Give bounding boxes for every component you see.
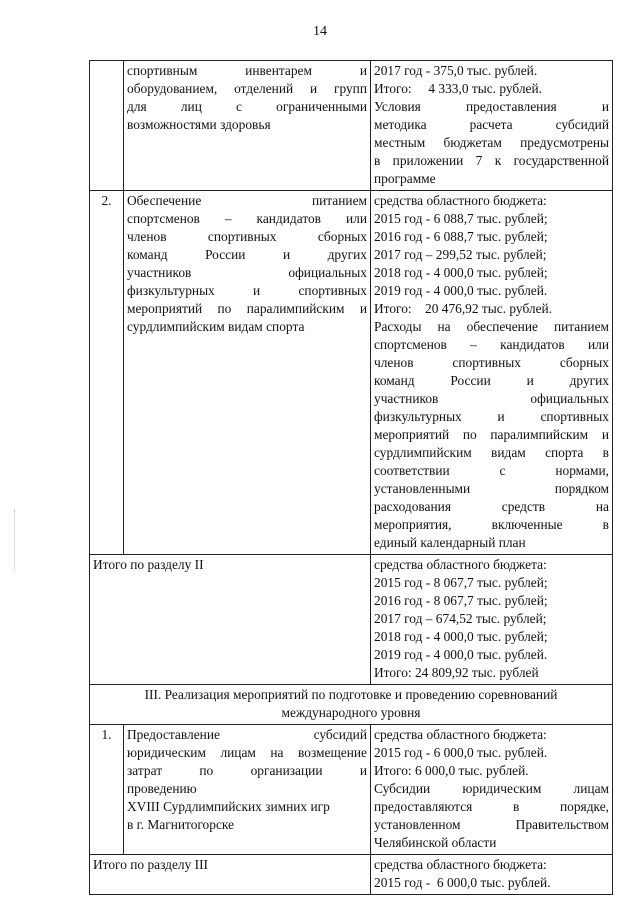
section-total-label: Итого по разделу III [90,855,371,895]
text-line: для лиц с ограниченными [127,99,367,114]
text-line: физкультурных и спортивных [374,409,609,424]
text-line: методика расчета субсидий [374,117,609,132]
text-line: команд России и других [127,247,367,262]
row-number-cell: 1. [90,725,124,855]
text-line: затрат по организации и [127,763,367,778]
text-line: средства областного бюджета: [374,727,547,742]
text-line: средства областного бюджета: [374,557,547,572]
text-line: 2019 год - 4 000,0 тыс. рублей. [374,283,548,298]
text-line: международного уровня [281,705,421,720]
text-line: соответствии с нормами, [374,463,609,478]
text-line: средства областного бюджета: [374,193,547,208]
text-line: средства областного бюджета: [374,857,547,872]
text-line: юридическим лицам на возмещение [127,745,367,760]
text-line: Итого: 4 333,0 тыс. рублей. [374,81,543,96]
table-row [90,725,613,855]
text-line: мероприятия, включенные в [374,517,609,532]
text-line: 2016 год - 6 088,7 тыс. рублей; [374,229,548,244]
page-number: 14 [313,24,327,39]
measure-name-cell [124,191,371,555]
text-line: Итого: 24 809,92 тыс. рублей [374,665,539,680]
text-line: сурдлимпийским видам спорта в [374,445,609,460]
text-line: оборудованием, отделений и групп [127,81,367,96]
budget-table [89,60,613,895]
text-line: 2017 год – 299,52 тыс. рублей; [374,247,547,262]
text-line: 2015 год - 8 067,7 тыс. рублей; [374,575,548,590]
text-line: команд России и других [374,373,609,388]
text-line: спортивным инвентарем и [127,63,367,78]
section-heading [90,685,613,725]
text-line: предоставляются в порядке, [374,799,609,814]
text-line: 2019 год - 4 000,0 тыс. рублей. [374,647,548,662]
measure-name-cell [124,725,371,855]
text-line: 2017 год - 375,0 тыс. рублей. [374,63,538,78]
text-line: 2017 год – 674,52 тыс. рублей; [374,611,547,626]
text-line: 2015 год - 6 000,0 тыс. рублей. [374,875,551,890]
text-line: Итого: 20 476,92 тыс. рублей. [374,301,553,316]
text-line: спортсменов – кандидатов или [374,337,609,352]
text-line: членов спортивных сборных [127,229,367,244]
text-line: 2015 год - 6 000,0 тыс. рублей. [374,745,548,760]
funding-cell [371,725,613,855]
text-line: физкультурных и спортивных [127,283,367,298]
text-line: участников официальных [127,265,367,280]
text-line: мероприятий по паралимпийским и [374,427,609,442]
text-line: Условия предоставления и [374,99,609,114]
text-line: проведению [127,781,197,796]
text-line: программе [374,171,436,186]
text-line: XVIII Сурдлимпийских зимних игр [127,799,330,814]
scan-margin-mark [14,510,16,570]
text-line: Обеспечение питанием [127,193,367,208]
text-line: Челябинской области [374,835,497,850]
text-line: Расходы на обеспечение питанием [374,319,609,334]
text-line: 2018 год - 4 000,0 тыс. рублей; [374,629,548,644]
table-row [90,555,613,685]
table-row [90,685,613,725]
text-line: расходования средств на [374,499,609,514]
text-line: участников официальных [374,391,609,406]
text-line: спортсменов – кандидатов или [127,211,367,226]
text-line: членов спортивных сборных [374,355,609,370]
text-line: Субсидии юридическим лицам [374,781,609,796]
text-line: возможностями здоровья [127,117,271,132]
measure-name-cell [124,61,371,191]
text-line: Итого: 6 000,0 тыс. рублей. [374,763,529,778]
table-row [90,855,613,895]
text-line: Предоставление субсидий [127,727,367,742]
text-line: установленными порядком [374,481,609,496]
text-line: III. Реализация мероприятий по подготовке и проведению соревнований [144,687,558,702]
text-line: установленном Правительством [374,817,609,832]
row-number-cell [90,61,124,191]
text-line: 2015 год - 6 088,7 тыс. рублей; [374,211,548,226]
text-line: сурдлимпийским видам спорта [127,319,305,334]
text-line: единый календарный план [374,535,526,550]
funding-cell [371,855,613,895]
funding-cell [371,191,613,555]
row-number-cell: 2. [90,191,124,555]
funding-cell [371,555,613,685]
section-total-label: Итого по разделу II [90,555,371,685]
text-line: 2016 год - 8 067,7 тыс. рублей; [374,593,548,608]
text-line: местным бюджетам предусмотрены [374,135,609,150]
table-row [90,61,613,191]
table-row [90,191,613,555]
funding-cell [371,61,613,191]
text-line: в приложении 7 к государственной [374,153,609,168]
text-line: в г. Магнитогорске [127,817,234,832]
text-line: мероприятий по паралимпийским и [127,301,367,316]
text-line: 2018 год - 4 000,0 тыс. рублей; [374,265,548,280]
